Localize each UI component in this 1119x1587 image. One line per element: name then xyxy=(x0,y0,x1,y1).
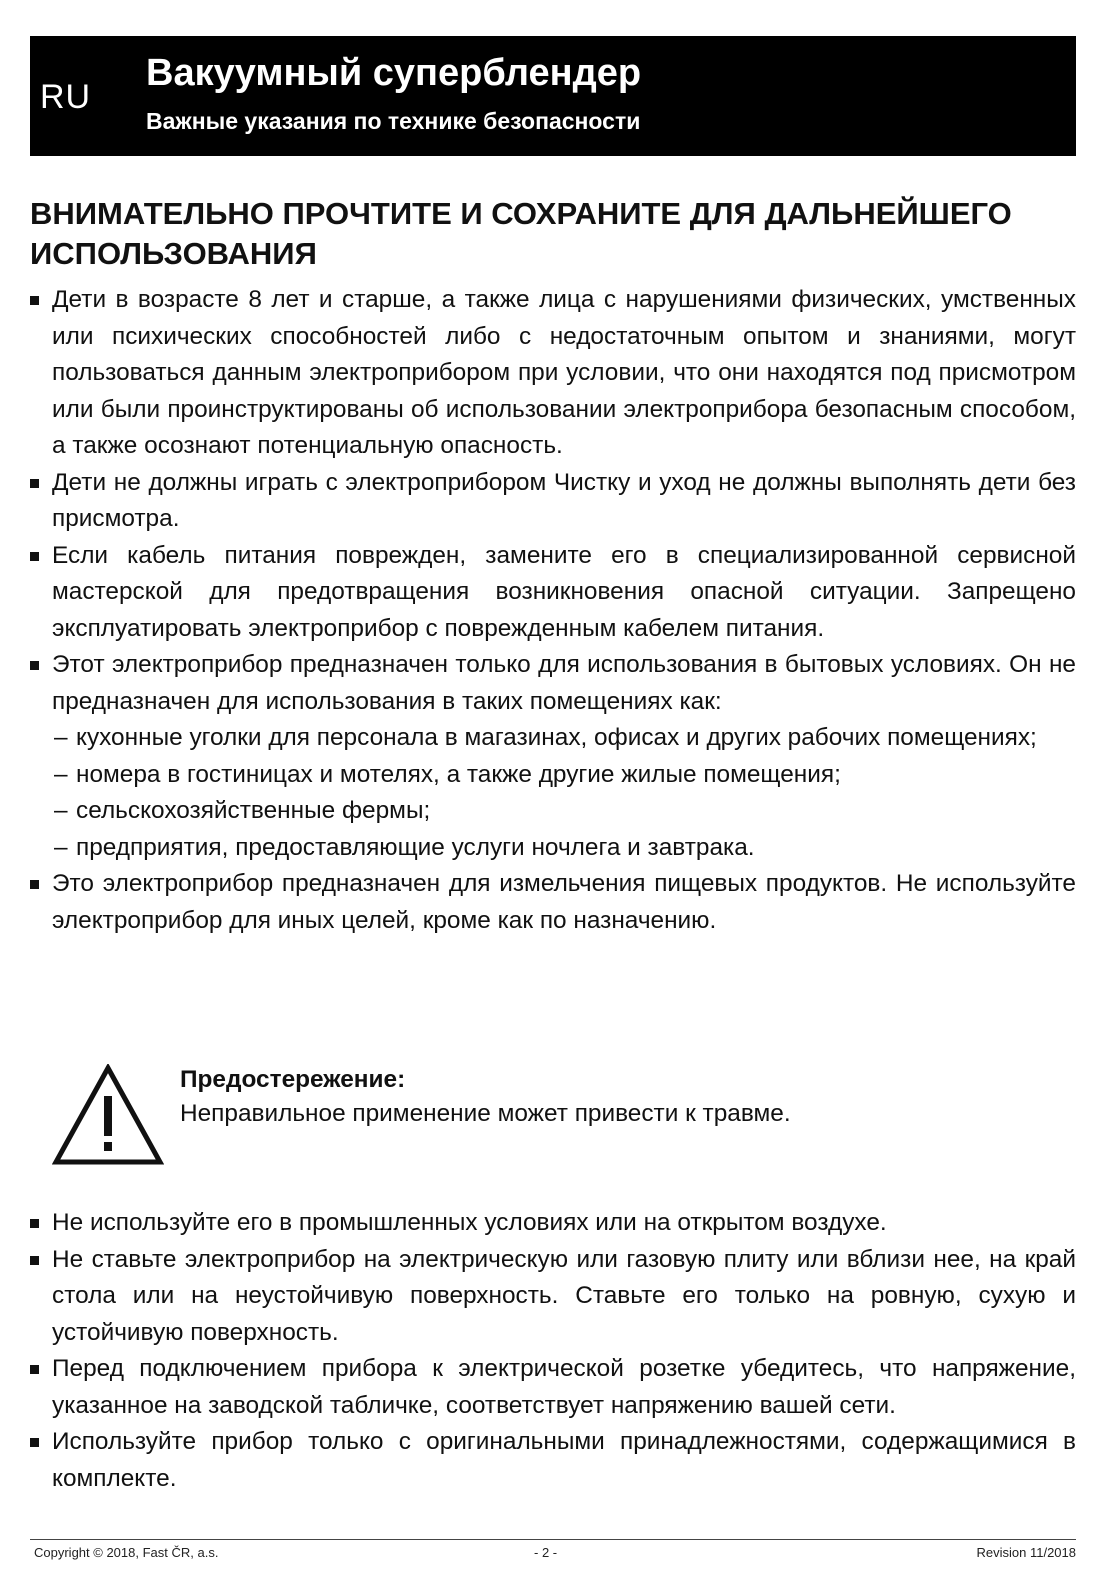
warning-text: Неправильное применение может привести к травме. xyxy=(180,1100,791,1127)
warning-triangle-icon xyxy=(52,1064,164,1166)
list-item: Не используйте его в промышленных условиях или на открытом воздухе. xyxy=(30,1205,1076,1242)
list-item: Это электроприбор предназначен для измельчения пищевых продуктов. Не используйте электроприбор для иных целей, кроме как по назначению. xyxy=(30,866,1076,939)
list-item: Перед подключением прибора к электрической розетке убедитесь, что напряжение, указанное на заводской табличке, соответствует напряжению вашей сети. xyxy=(30,1351,1076,1424)
footer-copyright: Copyright © 2018, Fast ČR, a.s. xyxy=(34,1545,219,1560)
sublist-item: – предприятия, предоставляющие услуги ночлега и завтрака. xyxy=(52,830,1076,867)
list-item: Дети не должны играть с электроприбором Чистку и уход не должны выполнять дети без присмотра. xyxy=(30,465,1076,538)
footer-divider xyxy=(30,1539,1076,1540)
list-item-with-sublist xyxy=(30,647,1076,866)
sublist-item: – сельскохозяйственные фермы; xyxy=(52,793,1076,830)
sublist-item: – кухонные уголки для персонала в магазинах, офисах и других рабочих помещениях; xyxy=(52,720,1076,757)
list-item: Не ставьте электроприбор на электрическую или газовую плиту или вблизи нее, на край стола или на неустойчивую поверхность. Ставьте его только на ровную, сухую и устойчивую поверхность. xyxy=(30,1242,1076,1352)
sublist-item: – номера в гостиницах и мотелях, а также другие жилые помещения; xyxy=(52,757,1076,794)
document-title: Вакуумный суперблендер xyxy=(146,52,642,94)
list-item: Если кабель питания поврежден, замените его в специализированной сервисной мастерской для предотвращения возникновения опасной ситуации. Запрещено эксплуатировать электроприбор с поврежденным кабелем питания. xyxy=(30,538,1076,648)
page-header xyxy=(30,36,1076,156)
safety-list-2 xyxy=(30,1205,1076,1497)
warning-title: Предостережение: xyxy=(180,1066,406,1093)
language-code: RU xyxy=(40,78,92,116)
list-item-text: Этот электроприбор предназначен только для использования в бытовых условиях. Он не предназначен для использования в таких помещениях как: xyxy=(52,651,1076,715)
warning-box xyxy=(52,1064,1052,1174)
page-number: - 2 - xyxy=(534,1545,558,1560)
section-heading: ВНИМАТЕЛЬНО ПРОЧТИТЕ И СОХРАНИТЕ ДЛЯ ДАЛЬНЕЙШЕГО ИСПОЛЬЗОВАНИЯ xyxy=(30,196,1012,271)
document-subtitle: Важные указания по технике безопасности xyxy=(146,108,641,134)
list-item: Используйте прибор только с оригинальными принадлежностями, содержащимися в комплекте. xyxy=(30,1424,1076,1497)
footer-revision: Revision 11/2018 xyxy=(976,1545,1076,1560)
sublist xyxy=(52,720,1076,866)
list-item: Дети в возрасте 8 лет и старше, а также лица с нарушениями физических, умственных или психических способностей либо с недостаточным опытом и знаниями, могут пользоваться данным электроприбором при условии, что они находятся под присмотром или были проинструктированы об использовании электроприбора безопасным способом, а также осознают потенциальную опасность. xyxy=(30,282,1076,465)
safety-list-1 xyxy=(30,282,1076,939)
